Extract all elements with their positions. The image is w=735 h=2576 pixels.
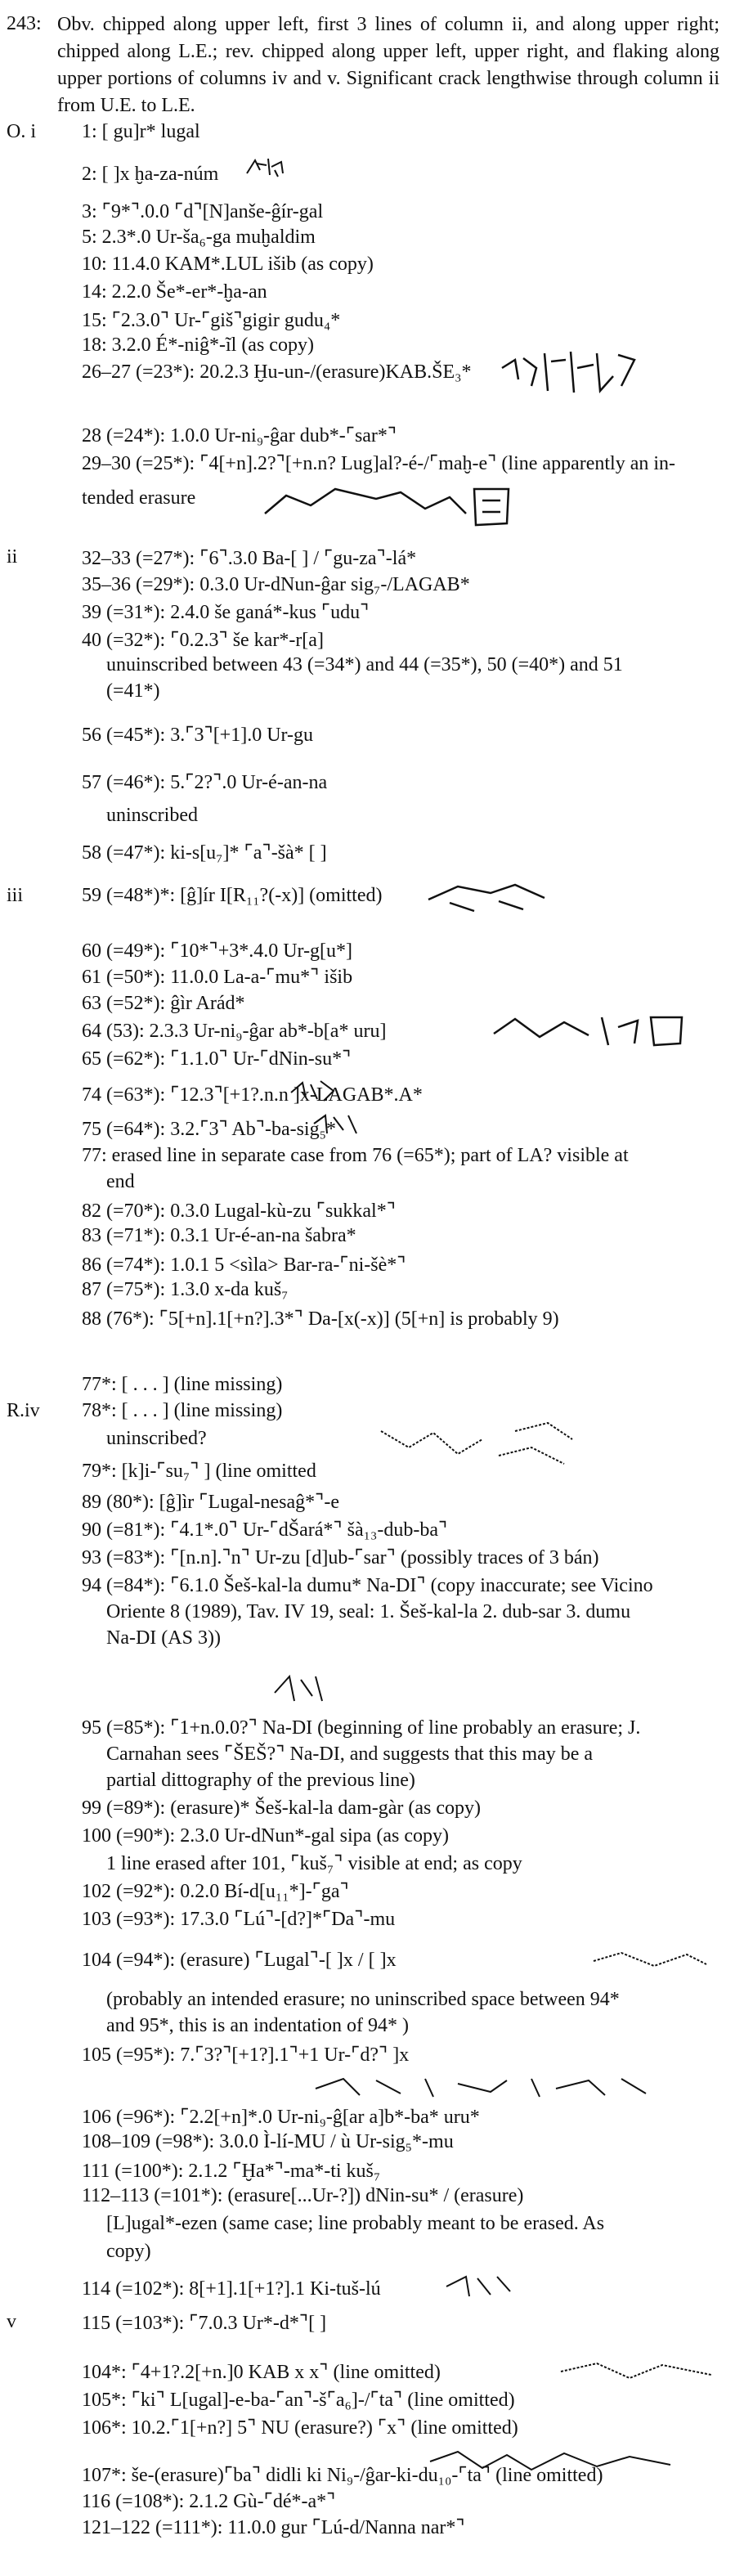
cuneiform-sketch bbox=[499, 343, 638, 401]
line-item: 35–36 (=29*): 0.3.0 Ur-dNun-ĝar sig₇-/LAGAB* bbox=[82, 574, 470, 595]
line-item: 60 (=49*): ⌜10*⌝+3*.4.0 Ur-g[u*] bbox=[82, 940, 353, 962]
cuneiform-sketch bbox=[441, 2270, 515, 2303]
line-item: 39 (=31*): 2.4.0 še ganá*-kus ⌜udu⌝ bbox=[82, 602, 370, 623]
line-item: (=41*) bbox=[106, 680, 160, 702]
line-item: partial dittography of the previous line) bbox=[106, 1770, 415, 1791]
line-item: 107*: še-(erasure)⌜ba⌝ didli ki Ni₉-/ĝar-ki-du₁₀-⌜ta⌝ (line omitted) bbox=[82, 2465, 603, 2486]
line-item: 57 (=46*): 5.⌜2?⌝.0 Ur-é-an-na bbox=[82, 772, 328, 793]
line-item: 28 (=24*): 1.0.0 Ur-ni₉-ĝar dub*-⌜sar*⌝ bbox=[82, 425, 397, 447]
line-item: 77*: [ . . . ] (line missing) bbox=[82, 1374, 283, 1395]
line-item: 75 (=64*): 3.2.⌜3⌝ Ab⌝-ba-sig₅* bbox=[82, 1119, 336, 1140]
line-item: 64 (53): 2.3.3 Ur-ni₉-ĝar ab*-b[a* uru] bbox=[82, 1021, 387, 1042]
cuneiform-sketch bbox=[262, 481, 531, 530]
line-item: 104*: ⌜4+1?.2[+n.]0 KAB x x⌝ (line omitted) bbox=[82, 2362, 441, 2383]
line-item: 79*: [k]i-⌜su₇⌝ ] (line omitted bbox=[82, 1461, 316, 1482]
line-item: 1: [ gu]r* lugal bbox=[82, 121, 200, 142]
column-label: R.iv bbox=[7, 1400, 40, 1421]
line-item: 3: ⌜9*⌝.0.0 ⌜d⌝[N]anše-ĝír-gal bbox=[82, 201, 324, 222]
line-item: 15: ⌜2.3.0⌝ Ur-⌜giš⌝gigir gudu₄* bbox=[82, 310, 341, 331]
cuneiform-sketch bbox=[376, 1415, 580, 1488]
entry-number: 243: bbox=[7, 13, 42, 34]
line-item: 58 (=47*): ki-s[u₇]* ⌜a⌝-šà* [ ] bbox=[82, 842, 327, 864]
line-item: uninscribed bbox=[106, 805, 198, 826]
line-item: 63 (=52*): ĝìr Arád* bbox=[82, 993, 245, 1014]
cuneiform-sketch bbox=[311, 1111, 360, 1138]
column-label: ii bbox=[7, 546, 18, 568]
cuneiform-sketch bbox=[425, 878, 548, 916]
line-item: uninscribed? bbox=[106, 1428, 207, 1449]
line-item: 10: 11.4.0 KAM*.LUL išib (as copy) bbox=[82, 254, 374, 275]
line-item: (probably an intended erasure; no uninscribed space between 94* bbox=[106, 1989, 620, 2010]
line-item: 26–27 (=23*): 20.2.3 Ḫu-un-/(erasure)KAB.ŠE₃* bbox=[82, 361, 472, 383]
line-item: 77: erased line in separate case from 76 (=65*); part of LA? visible at bbox=[82, 1145, 629, 1166]
line-item: 29–30 (=25*): ⌜4[+n].2?⌝[+n.n? Lug]al?-é-/⌜maḫ-e⌝ (line apparently an in- bbox=[82, 453, 676, 474]
line-item: 105*: ⌜ki⌝ L[ugal]-e-ba-⌜an⌝-š⌜a₆]-/⌜ta⌝ (line omitted) bbox=[82, 2390, 515, 2411]
line-item: 61 (=50*): 11.0.0 La-a-⌜mu*⌝ išib bbox=[82, 967, 353, 988]
cuneiform-sketch bbox=[245, 155, 286, 180]
line-item: 104 (=94*): (erasure) ⌜Lugal⌝-[ ]x / [ ]x bbox=[82, 1950, 397, 1971]
line-item: Oriente 8 (1989), Tav. IV 19, seal: 1. Šeš-kal-la 2. dub-sar 3. dumu bbox=[106, 1601, 631, 1622]
line-item: 1 line erased after 101, ⌜kuš₇⌝ visible at end; as copy bbox=[106, 1853, 522, 1874]
line-item: 18: 3.2.0 É*-niĝ*-ĩl (as copy) bbox=[82, 334, 314, 356]
line-item: 89 (80*): [ĝ]ìr ⌜Lugal-nesaĝ*⌝-e bbox=[82, 1492, 340, 1513]
cuneiform-sketch bbox=[288, 1076, 337, 1104]
cuneiform-sketch bbox=[311, 2072, 654, 2102]
entry-header: Obv. chipped along upper left, first 3 lines of column ii, and along upper right; chipped along L.E.; rev. chipped along upper left, upper right, and flaking along upper portions of columns iv and v. Significant crack lengthwise through column ii from U.E. to L.E. bbox=[57, 14, 719, 116]
line-item: 78*: [ . . . ] (line missing) bbox=[82, 1400, 283, 1421]
line-item: 95 (=85*): ⌜1+n.0.0?⌝ Na-DI (beginning of line probably an erasure; J. bbox=[82, 1717, 641, 1739]
cuneiform-sketch bbox=[425, 2445, 687, 2478]
line-item: 94 (=84*): ⌜6.1.0 Šeš-kal-la dumu* Na-DI⌝ (copy inaccurate; see Vicino bbox=[82, 1575, 653, 1596]
line-item: 83 (=71*): 0.3.1 Ur-é-an-na šabra* bbox=[82, 1225, 356, 1246]
line-item: 112–113 (=101*): (erasure[...Ur-?]) dNin-su* / (erasure) bbox=[82, 2185, 524, 2206]
line-item: 115 (=103*): ⌜7.0.3 Ur*-d*⌝[ ] bbox=[82, 2313, 327, 2334]
line-item: 86 (=74*): 1.0.1 5 <sìla> Bar-ra-⌜ni-šè*⌝ bbox=[82, 1254, 406, 1276]
line-item: 88 (76*): ⌜5[+n].1[+n?].3*⌝ Da-[x(-x)] (5[+n] is probably 9) bbox=[82, 1308, 559, 1330]
line-item: 59 (=48*)*: [ĝ]ír I[R₁₁?(-x)] (omitted) bbox=[82, 885, 383, 906]
line-item: 5: 2.3*.0 Ur-ša₆-ga muḫaldim bbox=[82, 227, 316, 248]
line-item: 114 (=102*): 8[+1].1[+1?].1 Ki-tuš-lú bbox=[82, 2278, 381, 2300]
cuneiform-sketch bbox=[270, 1668, 327, 1709]
line-item: 103 (=93*): 17.3.0 ⌜Lú⌝-[d?]*⌜Da⌝-mu bbox=[82, 1909, 396, 1930]
line-item: 121–122 (=111*): 11.0.0 gur ⌜Lú-d/Nanna nar*⌝ bbox=[82, 2517, 465, 2538]
cuneiform-sketch bbox=[491, 1011, 703, 1052]
line-item: 111 (=100*): 2.1.2 ⌜Ḫa*⌝-ma*-ti kuš₇ bbox=[82, 2161, 381, 2182]
line-item: 99 (=89*): (erasure)* Šeš-kal-la dam-gàr (as copy) bbox=[82, 1797, 482, 1819]
column-label: v bbox=[7, 2311, 16, 2332]
line-item: 14: 2.2.0 Še*-er*-ḫa-an bbox=[82, 281, 267, 303]
line-item: 74 (=63*): ⌜12.3⌝[+1?.n.n ]x-LAGAB*.A* bbox=[82, 1084, 423, 1106]
cuneiform-sketch bbox=[556, 2355, 719, 2388]
column-label: O. i bbox=[7, 121, 36, 142]
line-item: 82 (=70*): 0.3.0 Lugal-kù-zu ⌜sukkal*⌝ bbox=[82, 1200, 396, 1222]
line-item: copy) bbox=[106, 2241, 151, 2262]
column-label: iii bbox=[7, 885, 24, 906]
line-item: 106 (=96*): ⌜2.2[+n]*.0 Ur-ni₉-ĝ[ar a]b*-ba* uru* bbox=[82, 2107, 480, 2128]
cuneiform-sketch bbox=[589, 1945, 711, 1977]
line-item: 56 (=45*): 3.⌜3⌝[+1].0 Ur-gu bbox=[82, 725, 314, 746]
line-item: 102 (=92*): 0.2.0 Bí-d[u₁₁*]-⌜ga⌝ bbox=[82, 1881, 349, 1902]
line-item: 65 (=62*): ⌜1.1.0⌝ Ur-⌜dNin-su*⌝ bbox=[82, 1048, 352, 1070]
line-item: tended erasure bbox=[82, 487, 196, 509]
line-item: 100 (=90*): 2.3.0 Ur-dNun*-gal sipa (as copy) bbox=[82, 1825, 449, 1847]
line-item: 106*: 10.2.⌜1[+n?] 5⌝ NU (erasure?) ⌜x⌝ (line omitted) bbox=[82, 2417, 518, 2439]
line-item: 87 (=75*): 1.3.0 x-da kuš₇ bbox=[82, 1279, 289, 1300]
line-item: 32–33 (=27*): ⌜6⌝.3.0 Ba-[ ] / ⌜gu-za⌝-lá* bbox=[82, 548, 417, 569]
line-item: unuinscribed between 43 (=34*) and 44 (=35*), 50 (=40*) and 51 bbox=[106, 654, 623, 675]
line-item: 105 (=95*): 7.⌜3?⌝[+1?].1⌝+1 Ur-⌜d?⌝ ]x bbox=[82, 2044, 410, 2066]
line-item: Na-DI (AS 3)) bbox=[106, 1627, 221, 1649]
line-item: 116 (=108*): 2.1.2 Gù-⌜dé*-a*⌝ bbox=[82, 2491, 336, 2512]
line-item: 90 (=81*): ⌜4.1*.0⌝ Ur-⌜dŠará*⌝ šà₁₃-dub-ba⌝ bbox=[82, 1519, 448, 1541]
line-item: Carnahan sees ⌜ŠEŠ?⌝ Na-DI, and suggests that this may be a bbox=[106, 1744, 594, 1765]
line-item: 2: [ ]x ḫa-za-núm bbox=[82, 164, 219, 185]
line-item: 108–109 (=98*): 3.0.0 Ì-lí-MU / ù Ur-sig₅*-mu bbox=[82, 2131, 454, 2152]
line-item: 93 (=83*): ⌜[n.n].⌝n⌝ Ur-zu [d]ub-⌜sar⌝ (possibly traces of 3 bán) bbox=[82, 1547, 599, 1568]
line-item: and 95*, this is an indentation of 94* ) bbox=[106, 2015, 409, 2036]
line-item: 40 (=32*): ⌜0.2.3⌝ še kar*-r[a] bbox=[82, 630, 324, 651]
line-item: [L]ugal*-ezen (same case; line probably meant to be erased. As bbox=[106, 2213, 605, 2234]
line-item: end bbox=[106, 1171, 135, 1192]
